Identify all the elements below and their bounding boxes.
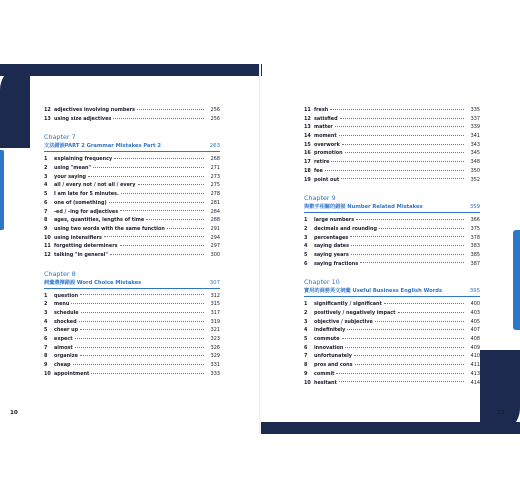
chapter-7-entries <box>44 155 220 259</box>
entry-number: 3 <box>304 318 308 325</box>
chapter-page: 359 <box>469 204 480 211</box>
chapter-9-entries <box>304 216 480 268</box>
dot-leader <box>335 126 464 127</box>
entry-title: using "mean" <box>54 165 92 172</box>
entry-number: 1 <box>304 217 308 224</box>
entry-number: 5 <box>44 327 48 334</box>
toc-entry <box>304 251 480 260</box>
dot-leader <box>80 329 204 330</box>
entry-title: explaining frequency <box>54 156 113 163</box>
entry-number: 6 <box>44 336 48 343</box>
dot-leader <box>79 321 204 322</box>
toc-entry <box>44 208 220 217</box>
entry-page: 300 <box>210 251 220 258</box>
entry-number: 16 <box>304 150 311 157</box>
toc-entry <box>44 335 220 344</box>
dot-leader <box>398 312 464 313</box>
entry-number: 2 <box>304 310 308 316</box>
toc-entry <box>44 292 220 301</box>
entry-number: 7 <box>44 208 48 215</box>
toc-entry <box>304 260 480 269</box>
dot-leader <box>340 118 464 119</box>
left-top-entries <box>44 106 220 123</box>
toc-entry <box>304 176 480 185</box>
chapter-subtitle-row <box>44 279 220 289</box>
toc-entry <box>304 167 480 176</box>
entry-title: significantly / significant <box>314 301 382 308</box>
entry-page: 343 <box>470 141 480 148</box>
entry-page: 405 <box>470 318 480 325</box>
toc-entry <box>304 158 480 167</box>
toc-entry <box>44 318 220 327</box>
toc-entry <box>44 326 220 335</box>
dot-leader <box>110 254 204 255</box>
chapter-subtitle: 文法錯誤PART 2 Grammar Mistakes Part 2 <box>44 143 161 150</box>
entry-title: your saying <box>54 173 87 180</box>
entry-title: retire <box>314 159 330 166</box>
toc-entry <box>304 106 480 115</box>
toc-entry <box>304 242 480 251</box>
entry-number: 5 <box>44 191 48 198</box>
decorative-corner-left <box>0 64 30 148</box>
entry-title: talking "in general" <box>54 251 108 258</box>
entry-number: 4 <box>44 182 48 189</box>
toc-entry <box>304 123 480 132</box>
entry-page: 366 <box>470 217 480 224</box>
entry-number: 12 <box>44 107 51 113</box>
toc-entry <box>304 149 480 158</box>
entry-title: large numbers <box>314 217 355 224</box>
entry-page: 268 <box>210 156 220 163</box>
decorative-bar-top-left <box>0 64 262 76</box>
entry-page: 273 <box>210 173 220 180</box>
entry-page: 256 <box>210 107 220 113</box>
entry-page: 378 <box>470 234 480 241</box>
toc-entry <box>304 141 480 150</box>
dot-leader <box>342 144 464 145</box>
entry-title: question <box>54 292 79 299</box>
entry-page: 284 <box>210 208 220 215</box>
entry-number: 13 <box>44 115 51 122</box>
entry-number: 12 <box>44 251 51 258</box>
entry-number: 1 <box>304 301 308 308</box>
toc-entry <box>44 181 220 190</box>
entry-page: 297 <box>210 243 220 250</box>
entry-title: I am late for 5 minutes. <box>54 191 119 198</box>
entry-title: -ed / -ing for adjectives <box>54 208 119 215</box>
entry-number: 8 <box>44 353 48 360</box>
toc-entry <box>44 225 220 234</box>
toc-entry <box>304 335 480 344</box>
entry-page: 400 <box>470 301 480 308</box>
entry-number: 15 <box>304 141 311 148</box>
entry-page: 409 <box>470 344 480 351</box>
entry-number: 7 <box>44 344 48 351</box>
dot-leader <box>375 321 464 322</box>
page-number-right: 11 <box>497 410 505 416</box>
entry-title: fee <box>314 167 323 174</box>
page-gutter <box>259 64 261 434</box>
entry-page: 319 <box>210 318 220 325</box>
dot-leader <box>75 338 204 339</box>
dot-leader <box>379 228 464 229</box>
entry-title: hesitant <box>314 379 337 386</box>
entry-number: 11 <box>304 107 311 113</box>
chapter-subtitle-row <box>304 203 480 213</box>
toc-entry <box>44 361 220 370</box>
entry-title: positively / negatively impact <box>314 310 396 316</box>
toc-entry <box>304 361 480 370</box>
entry-page: 278 <box>210 191 220 198</box>
toc-entry <box>304 370 480 379</box>
entry-page: 329 <box>210 353 220 360</box>
toc-entry <box>44 199 220 208</box>
entry-title: unfortunately <box>314 353 352 360</box>
right-top-entries <box>304 106 480 184</box>
toc-entry <box>304 225 480 234</box>
entry-page: 333 <box>210 370 220 377</box>
chapter-subtitle: 詞彙選擇錯誤 Word Choice Mistakes <box>44 279 142 286</box>
entry-number: 5 <box>304 336 308 343</box>
entry-number: 12 <box>304 115 311 122</box>
toc-entry <box>44 251 220 260</box>
toc-entry <box>304 352 480 361</box>
entry-title: point out <box>314 176 340 183</box>
entry-title: cheap <box>54 362 71 369</box>
chapter-subtitle: 與數字相關的錯誤 Number Related Mistakes <box>304 204 423 211</box>
dot-leader <box>120 210 204 211</box>
entry-title: pros and cons <box>314 362 353 369</box>
toc-entry <box>44 352 220 361</box>
dot-leader <box>167 228 204 229</box>
dot-leader <box>341 178 464 179</box>
entry-page: 341 <box>470 133 480 140</box>
dot-leader <box>354 355 464 356</box>
dot-leader <box>325 170 464 171</box>
toc-entry <box>304 234 480 243</box>
entry-title: saying fractions <box>314 260 359 267</box>
dot-leader <box>73 364 205 365</box>
entry-title: satisfied <box>314 115 338 122</box>
entry-number: 1 <box>44 292 48 299</box>
dot-leader <box>339 135 464 136</box>
toc-entry <box>304 300 480 309</box>
entry-page: 315 <box>210 301 220 308</box>
entry-title: shocked <box>54 318 77 325</box>
entry-page: 345 <box>470 150 480 157</box>
entry-number: 2 <box>304 225 308 232</box>
chapter-title: Chapter 10 <box>304 278 340 287</box>
toc-entry <box>44 344 220 353</box>
entry-number: 4 <box>44 318 48 325</box>
entry-title: commit <box>314 370 335 377</box>
entry-title: using size adjectives <box>54 115 112 122</box>
entry-number: 8 <box>44 217 48 224</box>
dot-leader <box>347 329 464 330</box>
entry-title: cheer up <box>54 327 79 334</box>
entry-title: saying dates <box>314 243 349 250</box>
entry-page: 350 <box>470 167 480 174</box>
dot-leader <box>91 373 204 374</box>
entry-page: 317 <box>210 310 220 316</box>
chapter-8-heading <box>44 269 220 289</box>
right-page-toc <box>304 106 480 387</box>
entry-page: 337 <box>470 115 480 122</box>
chapter-9-heading <box>304 193 480 213</box>
entry-number: 6 <box>304 344 308 351</box>
page-number-left: 10 <box>10 410 18 416</box>
entry-page: 411 <box>470 362 480 369</box>
entry-title: using two words with the same function <box>54 225 165 232</box>
dot-leader <box>80 294 204 295</box>
chapter-title: Chapter 7 <box>44 133 76 142</box>
entry-page: 271 <box>210 165 220 172</box>
dot-leader <box>81 312 204 313</box>
entry-number: 4 <box>304 327 308 334</box>
dot-leader <box>113 118 204 119</box>
entry-number: 2 <box>44 301 48 308</box>
entry-page: 321 <box>210 327 220 334</box>
entry-page: 335 <box>470 107 480 113</box>
entry-page: 256 <box>210 115 220 122</box>
toc-entry <box>44 300 220 309</box>
dot-leader <box>342 338 464 339</box>
entry-number: 3 <box>304 234 308 241</box>
dot-leader <box>80 355 204 356</box>
entry-page: 288 <box>210 217 220 224</box>
entry-number: 5 <box>304 251 308 258</box>
toc-entry <box>304 132 480 141</box>
entry-page: 408 <box>470 336 480 343</box>
entry-page: 413 <box>470 370 480 377</box>
entry-number: 6 <box>304 260 308 267</box>
toc-entry <box>304 216 480 225</box>
entry-title: overwork <box>314 141 340 148</box>
dot-leader <box>355 364 464 365</box>
dot-leader <box>114 158 204 159</box>
entry-title: commute <box>314 336 340 343</box>
dot-leader <box>336 373 464 374</box>
toc-entry <box>304 309 480 318</box>
entry-page: 331 <box>210 362 220 369</box>
dot-leader <box>331 161 464 162</box>
toc-entry <box>44 155 220 164</box>
entry-number: 14 <box>304 133 311 140</box>
entry-page: 326 <box>210 344 220 351</box>
decorative-strip-left <box>0 150 4 230</box>
chapter-subtitle-row <box>44 142 220 152</box>
left-page-toc <box>44 106 220 379</box>
entry-page: 403 <box>470 310 480 316</box>
toc-entry <box>44 234 220 243</box>
chapter-page: 263 <box>209 143 220 150</box>
entry-page: 352 <box>470 176 480 183</box>
dot-leader <box>356 219 464 220</box>
toc-entry <box>44 216 220 225</box>
entry-title: almost <box>54 344 73 351</box>
toc-entry <box>44 190 220 199</box>
entry-number: 1 <box>44 156 48 163</box>
toc-entry <box>304 115 480 124</box>
entry-title: using intensifiers <box>54 234 102 241</box>
dot-leader <box>146 219 204 220</box>
entry-number: 8 <box>304 362 308 369</box>
entry-title: forgetting determiners <box>54 243 118 250</box>
entry-title: indefinitely <box>314 327 346 334</box>
entry-number: 3 <box>44 173 48 180</box>
dot-leader <box>137 109 204 110</box>
entry-number: 13 <box>304 124 311 131</box>
entry-title: moment <box>314 133 337 140</box>
entry-title: schedule <box>54 310 79 316</box>
chapter-10-entries <box>304 300 480 387</box>
entry-page: 385 <box>470 251 480 258</box>
decorative-corner-right <box>480 350 520 434</box>
chapter-title: Chapter 8 <box>44 269 76 278</box>
dot-leader <box>71 303 204 304</box>
entry-number: 4 <box>304 243 308 250</box>
dot-leader <box>350 236 464 237</box>
toc-entry <box>304 379 480 388</box>
entry-number: 2 <box>44 165 48 172</box>
entry-page: 348 <box>470 159 480 166</box>
entry-page: 294 <box>210 234 220 241</box>
dot-leader <box>360 262 464 263</box>
toc-entry <box>304 318 480 327</box>
entry-title: appointment <box>54 370 90 377</box>
chapter-page: 395 <box>469 288 480 295</box>
entry-page: 291 <box>210 225 220 232</box>
entry-page: 387 <box>470 260 480 267</box>
entry-number: 9 <box>44 362 48 369</box>
entry-title: promotion <box>314 150 343 157</box>
toc-entry <box>304 326 480 335</box>
entry-number: 18 <box>304 167 311 174</box>
toc-entry <box>44 370 220 379</box>
dot-leader <box>351 245 464 246</box>
dot-leader <box>104 236 204 237</box>
entry-page: 339 <box>470 124 480 131</box>
toc-entry <box>304 344 480 353</box>
dot-leader <box>330 109 464 110</box>
chapter-page: 307 <box>209 279 220 286</box>
entry-page: 383 <box>470 243 480 250</box>
dot-leader <box>384 303 464 304</box>
entry-title: all / every not / not all / every <box>54 182 136 189</box>
entry-number: 11 <box>44 243 51 250</box>
chapter-8-entries <box>44 292 220 379</box>
entry-number: 9 <box>44 225 48 232</box>
entry-page: 375 <box>470 225 480 232</box>
entry-number: 6 <box>44 199 48 206</box>
chapter-10-heading <box>304 277 480 297</box>
dot-leader <box>345 347 464 348</box>
entry-page: 410 <box>470 353 480 360</box>
dot-leader <box>93 167 204 168</box>
entry-number: 17 <box>304 159 311 166</box>
entry-title: objective / subjective <box>314 318 373 325</box>
entry-title: organize <box>54 353 78 360</box>
entry-number: 19 <box>304 176 311 183</box>
entry-title: ages, quantities, lengths of time <box>54 217 145 224</box>
chapter-subtitle: 實用的商務英文詞彙 Useful Business English Words <box>304 288 443 295</box>
entry-title: decimals and rounding <box>314 225 377 232</box>
toc-entry <box>44 173 220 182</box>
entry-title: adjectives involving numbers <box>54 107 135 113</box>
entry-title: saying years <box>314 251 349 258</box>
entry-number: 10 <box>44 370 51 377</box>
dot-leader <box>120 245 204 246</box>
entry-title: percentages <box>314 234 349 241</box>
dot-leader <box>109 202 204 203</box>
dot-leader <box>75 347 204 348</box>
entry-number: 10 <box>44 234 51 241</box>
chapter-7-heading <box>44 132 220 152</box>
entry-number: 10 <box>304 379 311 386</box>
dot-leader <box>351 254 464 255</box>
dot-leader <box>345 152 464 153</box>
entry-title: matter <box>314 124 333 131</box>
entry-page: 281 <box>210 199 220 206</box>
entry-title: menu <box>54 301 70 308</box>
entry-page: 275 <box>210 182 220 189</box>
entry-number: 7 <box>304 353 308 360</box>
decorative-strip-right <box>513 230 520 330</box>
entry-title: innovation <box>314 344 344 351</box>
chapter-title: Chapter 9 <box>304 194 336 203</box>
dot-leader <box>88 176 204 177</box>
entry-title: one of (something) <box>54 199 107 206</box>
entry-page: 407 <box>470 327 480 334</box>
dot-leader <box>339 381 464 382</box>
dot-leader <box>121 193 204 194</box>
toc-entry <box>44 115 220 124</box>
entry-page: 323 <box>210 336 220 343</box>
entry-page: 312 <box>210 292 220 299</box>
toc-entry <box>44 164 220 173</box>
entry-title: fresh <box>314 107 329 113</box>
dot-leader <box>138 184 205 185</box>
entry-number: 9 <box>304 370 308 377</box>
toc-entry <box>44 309 220 318</box>
entry-page: 414 <box>470 379 480 386</box>
toc-entry <box>44 242 220 251</box>
entry-number: 3 <box>44 310 48 316</box>
entry-title: expect <box>54 336 73 343</box>
toc-entry <box>44 106 220 115</box>
chapter-subtitle-row <box>304 287 480 297</box>
